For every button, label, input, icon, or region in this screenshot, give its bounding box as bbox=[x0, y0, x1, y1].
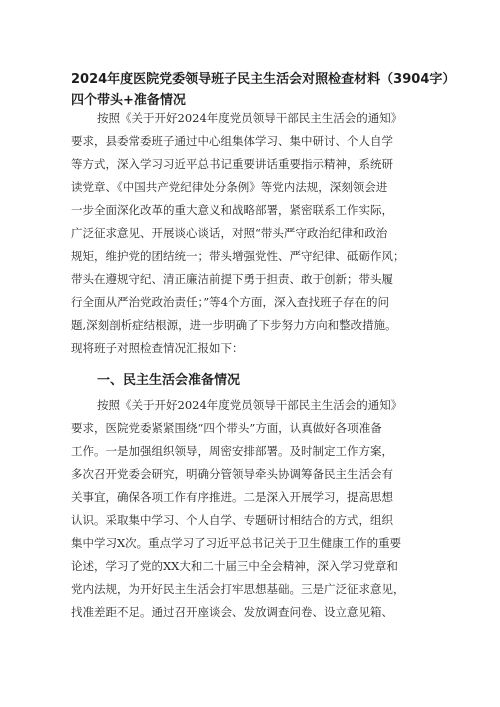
paragraph-line: 集中学习X次。重点学习了习近平总书记关于卫生健康工作的重要 bbox=[71, 536, 402, 550]
paragraph-line: 找准差距不足。通过召开座谈会、发放调查问卷、设立意见箱、 bbox=[71, 605, 393, 619]
paragraph-line: 等方式，深入学习习近平总书记重要讲话重要指示精神，系统研 bbox=[71, 157, 393, 171]
paragraph-line: 要求，县委常委班子通过中心组集体学习、集中研讨、个人自学 bbox=[71, 134, 393, 148]
paragraph-line: 广泛征求意见、开展谈心谈话，对照“带头严守政治纪律和政治 bbox=[71, 226, 388, 240]
paragraph-line: 论述，学习了党的XX大和二十届三中全会精神，深入学习党章和 bbox=[71, 559, 398, 573]
paragraph-line: 关事宜，确保各项工作有序推进。二是深入开展学习，提高思想 bbox=[71, 490, 393, 504]
section-heading: 一、民主生活会准备情况 bbox=[97, 373, 241, 388]
paragraph-line: 题,深刻剖析症结根源，进一步明确了下步努力方向和整改措施。 bbox=[71, 318, 397, 332]
document-title-line-2: 四个带头+准备情况 bbox=[71, 93, 186, 108]
document-title bbox=[71, 69, 471, 111]
paragraph-line: 读党章、《中国共产党纪律处分条例》等党内法规，深刻领会进 bbox=[71, 180, 388, 194]
paragraph-line: 工作。一是加强组织领导，周密安排部署。及时制定工作方案， bbox=[71, 444, 393, 458]
paragraph-line: 一步全面深化改革的重大意义和战略部署，紧密联系工作实际， bbox=[71, 203, 393, 217]
paragraph-line: 多次召开党委会研究，明确分管领导牵头协调筹备民主生活会有 bbox=[71, 467, 393, 481]
paragraph-line: 按照《关于开好2024年度党员领导干部民主生活会的通知》 bbox=[97, 111, 403, 125]
paragraph-line: 党内法规，为开好民主生活会打牢思想基础。三是广泛征求意见， bbox=[71, 582, 405, 596]
paragraph-line: 按照《关于开好2024年度党员领导干部民主生活会的通知》 bbox=[97, 398, 403, 412]
paragraph-line: 要求，医院党委紧紧围绕“四个带头”方面，认真做好各项准备 bbox=[71, 421, 382, 435]
paragraph-line: 现将班子对照检查情况汇报如下： bbox=[71, 341, 244, 355]
paragraph-line: 规矩，维护党的团结统一；带头增强党性、严守纪律、砥砺作风； bbox=[71, 249, 405, 263]
paragraph-line: 行全面从严治党政治责任；”等4个方面，深入查找班子存在的问 bbox=[71, 295, 389, 309]
document-title-line-1: 2024年度医院党委领导班子民主生活会对照检查材料（3904字） bbox=[71, 72, 456, 87]
intro-paragraph bbox=[71, 107, 433, 360]
paragraph-line: 认识。采取集中学习、个人自学、专题研讨相结合的方式，组织 bbox=[71, 513, 393, 527]
paragraph-line: 带头在遵规守纪、清正廉洁前提下勇于担责、敢于创新；带头履 bbox=[71, 272, 393, 286]
section-1-paragraph bbox=[71, 394, 433, 624]
